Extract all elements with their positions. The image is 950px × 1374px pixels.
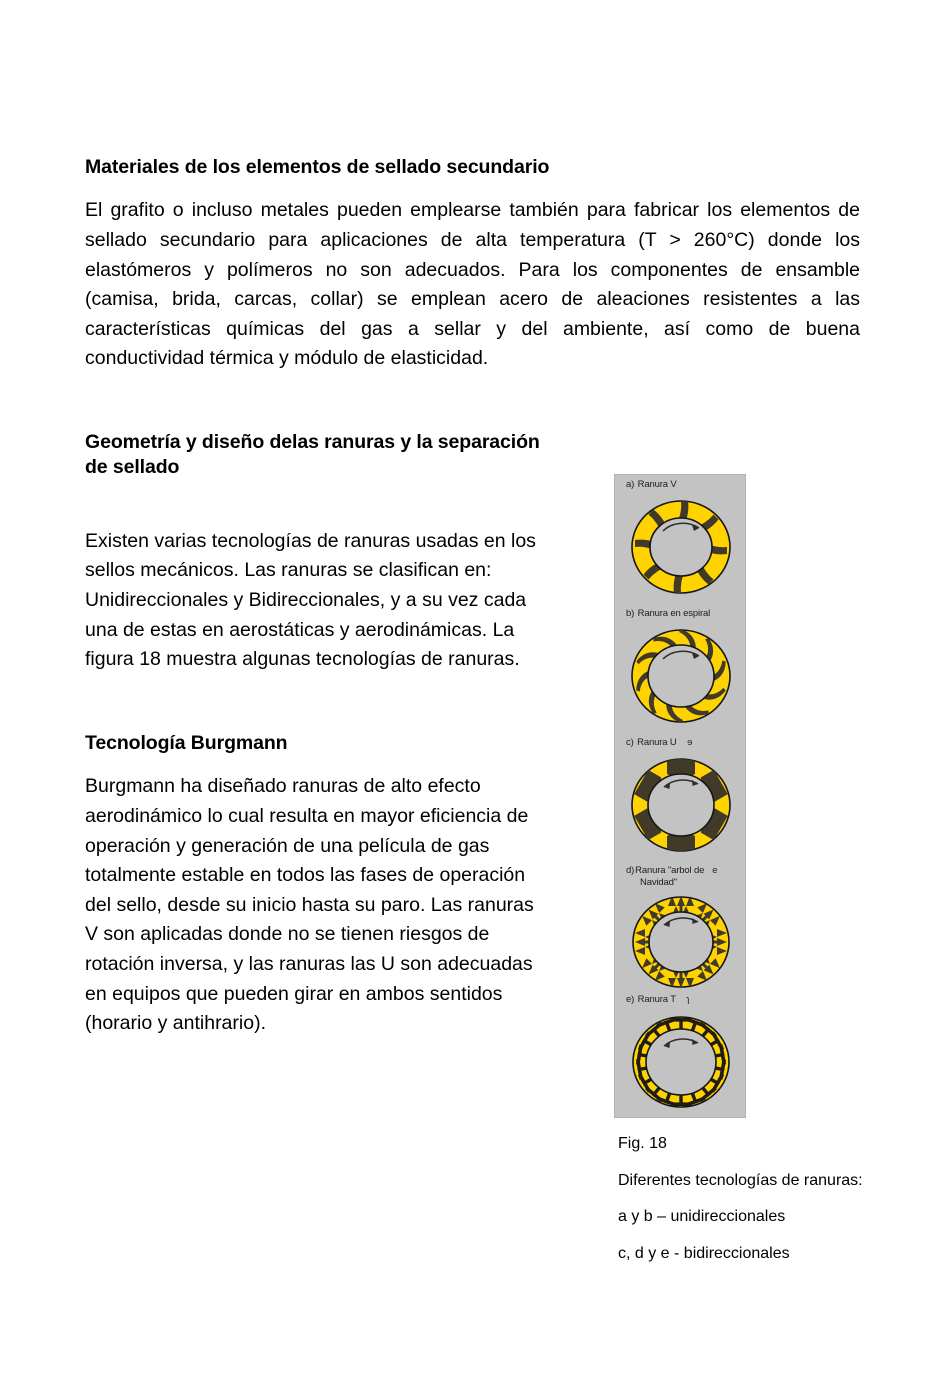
ring-label-e xyxy=(626,994,689,1005)
figure-caption-text xyxy=(618,1170,874,1193)
t-groove-ring-icon xyxy=(625,1010,737,1114)
ring-label-b xyxy=(626,608,710,619)
paragraph-burgmann: Burgmann ha diseñado ranuras de alto efecto aerodinámico lo cual resulta en mayor eficiencia de operación y generación de una película de gas totalmente estable en todos las fases de operación del sello, desde su inicio hasta su paro. Las ranuras V son aplicadas donde no se tienen riesgos de rotación inversa, y las ranuras las U son adecuadas en equipos que pueden girar en ambos sentidos (horario y antihrario). xyxy=(85,775,534,1035)
ring-index-b: b) xyxy=(626,607,635,619)
ring-diagram-d xyxy=(615,861,746,990)
ring-index-e: e) xyxy=(626,994,635,1006)
figure-18-image xyxy=(614,474,746,1118)
ring-name-d: Ranura "arbol de xyxy=(635,865,705,877)
figure-number: Fig. 18 xyxy=(618,1135,667,1152)
page-title-materiales: Materiales de los elementos de sellado secundario xyxy=(85,156,550,178)
christmas-tree-groove-ring-icon xyxy=(625,892,737,992)
ring-diagram-a xyxy=(615,475,746,604)
ring-diagram-e xyxy=(615,990,746,1118)
spiral-groove-ring-icon xyxy=(625,624,737,728)
ring-name-b: Ranura en espiral xyxy=(637,607,711,619)
figure-caption xyxy=(618,1133,874,1266)
spacer xyxy=(85,497,547,527)
section-geometria xyxy=(85,430,547,675)
ring-index-c: c) xyxy=(626,736,634,748)
ring-label-a xyxy=(626,479,677,490)
ring-index-d: d) xyxy=(626,865,635,877)
paragraph-materiales: El grafito o incluso metales pueden emplearse también para fabricar los elementos de sellado secundario para aplicaciones de alta temperatura (T > 260°C) donde los elastómeros y polímeros no son adecuados. Para los componentes de ensamble (camisa, brida, carcas, collar) se emplean acero de aleaciones resistentes a las características químicas del gas a sellar y del ambiente, así como de buena conductividad térmica y módulo de elasticidad. xyxy=(85,199,860,370)
ring-name-d-line2: Navidad" xyxy=(640,876,678,888)
ring-diagram-c xyxy=(615,733,746,862)
caption-word-1: Diferentes xyxy=(618,1171,691,1189)
ring-artifact-d: e xyxy=(712,865,718,877)
page-title-geometria: Geometría y diseño delas ranuras y la separación de sellado xyxy=(85,431,540,479)
ring-name-e: Ranura T xyxy=(637,994,676,1006)
ring-name-a: Ranura V xyxy=(637,479,677,490)
page-title-burgmann: Tecnología Burgmann xyxy=(85,731,288,754)
u-groove-ring-icon xyxy=(625,753,737,857)
spacer xyxy=(85,374,860,430)
ring-artifact-c: ɘ xyxy=(687,736,693,748)
figure-18 xyxy=(614,474,884,1118)
ring-artifact-e: ɿ xyxy=(686,994,690,1006)
caption-word-2: tecnologías xyxy=(695,1171,778,1189)
paragraph-geometria: Existen varias tecnologías de ranuras usadas en los sellos mecánicos. Las ranuras se clasifican en: Unidireccionales y Bidireccionales, y a su vez cada una de estas en aerostáticas y aerodinámicas. La figura 18 muestra algunas tecnologías de ranuras. xyxy=(85,529,536,671)
ring-label-d xyxy=(626,865,744,887)
section-burgmann xyxy=(85,731,547,1039)
ring-index-a: a) xyxy=(626,479,635,490)
ring-name-c: Ranura U xyxy=(637,736,677,748)
ring-diagram-b xyxy=(615,604,746,733)
section-materiales xyxy=(85,155,860,374)
caption-word-4: ranuras: xyxy=(803,1171,863,1189)
ring-label-c xyxy=(626,737,692,748)
caption-word-3: de xyxy=(781,1171,800,1189)
figure-note-unidirectional: a y b – unidireccionales xyxy=(618,1208,786,1226)
figure-note-bidirectional: c, d y e - bidireccionales xyxy=(618,1245,790,1263)
v-groove-ring-icon xyxy=(625,495,737,599)
